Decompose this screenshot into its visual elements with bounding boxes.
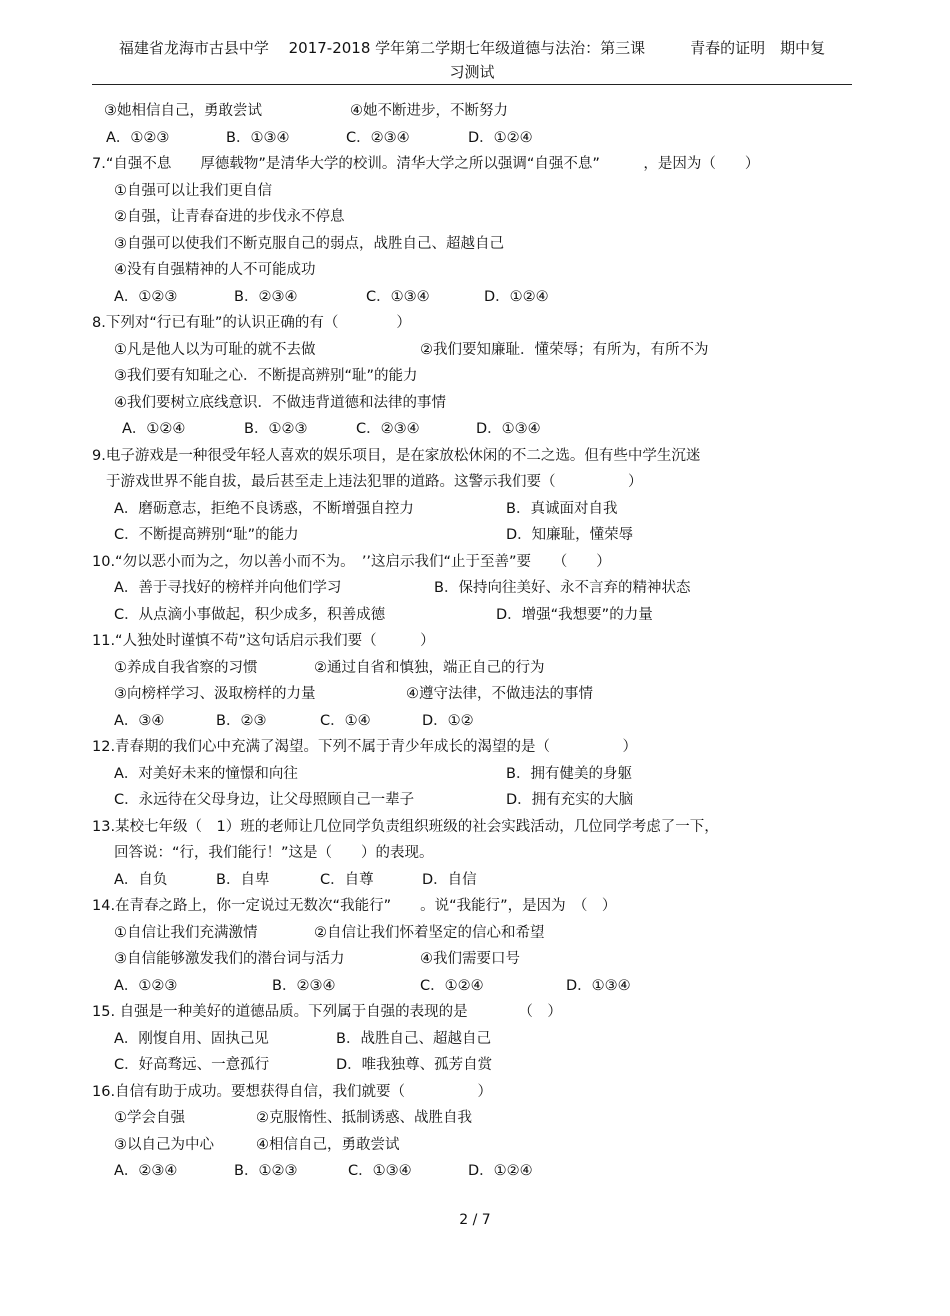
q10-choice-c: C．从点滴小事做起，积少成多，积善成德 xyxy=(114,606,386,623)
q16-option-1: ①学会自强 xyxy=(114,1110,185,1126)
q8-option-4: ④我们要树立底线意识．不做违背道德和法律的事情 xyxy=(114,394,446,411)
q13-stem: 13.某校七年级（ 1）班的老师让几位同学负责组织班级的社会实践活动，几位同学考虑了一下， xyxy=(92,818,719,835)
page-number: 2 / 7 xyxy=(459,1212,491,1228)
q9-choice-d: D．知廉耻，懂荣辱 xyxy=(506,527,634,543)
q6-choice-c: C．②③④ xyxy=(346,129,410,146)
q7-option-3: ③自强可以使我们不断克服自己的弱点，战胜自己、超越自己 xyxy=(114,235,504,252)
q12-stem: 12.青春期的我们心中充满了渴望。下列不属于青少年成长的渴望的是（ ） xyxy=(92,739,638,755)
q16-choices-row xyxy=(96,1158,856,1185)
q11-option-1: ①养成自我省察的习惯 xyxy=(114,659,258,676)
q14-choice-a: A．①②③ xyxy=(114,977,178,994)
q16-choice-d: D．①②④ xyxy=(468,1163,533,1179)
q6-choice-d: D．①②④ xyxy=(468,129,533,146)
q16-choice-b: B．①②③ xyxy=(234,1163,298,1179)
q8-choice-c: C．②③④ xyxy=(356,421,420,437)
question-list xyxy=(92,98,856,1185)
q9-stem-continued: 于游戏世界不能自拔，最后甚至走上违法犯罪的道路。这警示我们要（ ） xyxy=(106,474,643,490)
q7-option-1: ①自强可以让我们更自信 xyxy=(114,182,272,199)
q9-choices-row-2 xyxy=(96,522,856,549)
q11-stem: 11.“人独处时谨慎不苟”这句话启示我们要（ ） xyxy=(92,633,435,649)
q15-choices-row-2 xyxy=(96,1052,856,1079)
q14-options-row-1 xyxy=(96,920,856,947)
q16-option-3: ③以自己为中心 xyxy=(114,1136,214,1153)
q14-choice-d: D．①③④ xyxy=(566,977,631,994)
q13-choice-a: A．自负 xyxy=(114,871,168,888)
q8-choice-d: D．①③④ xyxy=(476,421,541,437)
q14-option-4: ④我们需要口号 xyxy=(420,951,520,967)
q11-choices-row xyxy=(96,708,856,735)
q11-options-row-2 xyxy=(96,681,856,708)
q12-choice-d: D．拥有充实的大脑 xyxy=(506,792,634,808)
q8-option-2: ②我们要知廉耻．懂荣辱；有所为，有所不为 xyxy=(420,341,709,358)
q6-choices-row xyxy=(96,125,856,152)
q8-option-1: ①凡是他人以为可耻的就不去做 xyxy=(114,341,316,358)
q16-choice-c: C．①③④ xyxy=(348,1163,412,1179)
q8-options-row-1 xyxy=(96,337,856,364)
q15-choice-a: A．刚愎自用、固执己见 xyxy=(114,1030,269,1047)
q11-choice-b: B．②③ xyxy=(216,712,267,729)
q14-option-3: ③自信能够激发我们的潜台词与活力 xyxy=(114,951,345,967)
q8-stem: 8.下列对“行已有耻”的认识正确的有（ ） xyxy=(92,315,411,331)
q10-choices-row-2 xyxy=(96,602,856,629)
q14-choices-row xyxy=(96,973,856,1000)
q7-choice-a: A．①②③ xyxy=(114,288,178,305)
q15-choice-d: D．唯我独尊、孤芳自赏 xyxy=(336,1057,493,1073)
q13-choices-row xyxy=(96,867,856,894)
q9-stem: 9.电子游戏是一种很受年轻人喜欢的娱乐项目，是在家放松休闲的不二之选。但有些中学生沉迷 xyxy=(92,447,701,464)
q6-choice-a: A．①②③ xyxy=(106,129,170,146)
q15-choices-row-1 xyxy=(96,1026,856,1053)
q14-option-2: ②自信让我们怀着坚定的信心和希望 xyxy=(314,924,545,941)
header-divider xyxy=(92,84,852,85)
q7-choice-c: C．①③④ xyxy=(366,288,430,305)
q14-stem: 14.在青春之路上，你一定说过无数次“我能行” 。说“我能行”，是因为 （ ） xyxy=(92,898,617,914)
q15-choice-c: C．好高骛远、一意孤行 xyxy=(114,1057,270,1073)
q6-options-row xyxy=(96,98,856,125)
q6-option-4: ④她不断进步，不断努力 xyxy=(350,103,508,119)
q16-options-row-1 xyxy=(96,1105,856,1132)
q14-options-row-2 xyxy=(96,946,856,973)
q8-choices-row xyxy=(96,416,856,443)
header-title-line2: 习测试 xyxy=(449,63,495,81)
q7-choice-d: D．①②④ xyxy=(484,288,549,305)
q14-choice-c: C．①②④ xyxy=(420,977,484,994)
q14-option-1: ①自信让我们充满激情 xyxy=(114,924,258,941)
q13-choice-b: B．自卑 xyxy=(216,871,270,888)
q7-stem: 7.“自强不息 厚德载物”是清华大学的校训。清华大学之所以强调“自强不息” ，是因为（ ） xyxy=(92,156,760,172)
q11-choice-d: D．①② xyxy=(422,712,474,729)
q7-choices-row xyxy=(96,284,856,311)
q16-choice-a: A．②③④ xyxy=(114,1163,178,1179)
q7-choice-b: B．②③④ xyxy=(234,288,298,305)
q9-choices-row-1 xyxy=(96,496,856,523)
q11-choice-a: A．③④ xyxy=(114,712,165,729)
q16-option-2: ②克服惰性、抵制诱惑、战胜自我 xyxy=(256,1110,472,1126)
q12-choice-a: A．对美好未来的憧憬和向往 xyxy=(114,765,298,782)
q9-choice-c: C．不断提高辨别“耻”的能力 xyxy=(114,527,299,543)
q12-choice-c: C．永远待在父母身边，让父母照顾自己一辈子 xyxy=(114,792,415,808)
q10-stem: 10.“勿以恶小而为之，勿以善小而不为。 ’’这启示我们“止于至善”要 （ ） xyxy=(92,553,611,570)
q10-choice-b: B．保持向往美好、永不言弃的精神状态 xyxy=(434,580,691,596)
q8-choice-a: A．①②④ xyxy=(122,421,186,437)
q16-options-row-2 xyxy=(96,1132,856,1159)
q12-choice-b: B．拥有健美的身躯 xyxy=(506,765,632,782)
q9-choice-b: B．真诚面对自我 xyxy=(506,500,618,517)
q12-choices-row-1 xyxy=(96,761,856,788)
q16-stem: 16.自信有助于成功。要想获得自信，我们就要（ ） xyxy=(92,1083,493,1100)
q6-option-3: ③她相信自己，勇敢尝试 xyxy=(104,103,262,119)
q10-choices-row-1 xyxy=(96,575,856,602)
q11-option-3: ③向榜样学习、汲取榜样的力量 xyxy=(114,686,316,702)
q9-choice-a: A．磨砺意志，拒绝不良诱惑，不断增强自控力 xyxy=(114,500,414,517)
q16-option-4: ④相信自己，勇敢尝试 xyxy=(256,1136,400,1153)
q13-choice-c: C．自尊 xyxy=(320,871,374,888)
q15-stem: 15. 自强是一种美好的道德品质。下列属于自强的表现的是 （ ） xyxy=(92,1004,562,1020)
q11-option-4: ④遵守法律，不做违法的事情 xyxy=(406,686,593,702)
q10-choice-a: A．善于寻找好的榜样并向他们学习 xyxy=(114,580,342,596)
q11-options-row-1 xyxy=(96,655,856,682)
q6-choice-b: B．①③④ xyxy=(226,129,290,146)
q11-choice-c: C．①④ xyxy=(320,712,371,729)
q15-choice-b: B．战胜自己、超越自己 xyxy=(336,1030,491,1047)
q13-stem-continued: 回答说：“行，我们能行！”这是（ ）的表现。 xyxy=(114,845,434,861)
q11-option-2: ②通过自省和慎独，端正自己的行为 xyxy=(314,659,545,676)
q13-choice-d: D．自信 xyxy=(422,871,477,888)
q12-choices-row-2 xyxy=(96,787,856,814)
q8-choice-b: B．①②③ xyxy=(244,421,308,437)
q10-choice-d: D．增强“我想要”的力量 xyxy=(496,606,653,623)
header-title-line1: 福建省龙海市古县中学 2017-2018 学年第二学期七年级道德与法治：第三课 青春的证明 期中复 xyxy=(118,39,826,57)
q7-option-2: ②自强，让青春奋进的步伐永不停息 xyxy=(114,209,345,225)
page-header xyxy=(92,36,852,84)
q14-choice-b: B．②③④ xyxy=(272,977,336,994)
q7-option-4: ④没有自强精神的人不可能成功 xyxy=(114,262,316,278)
q8-option-3: ③我们要有知耻之心．不断提高辨别“耻”的能力 xyxy=(114,368,418,384)
